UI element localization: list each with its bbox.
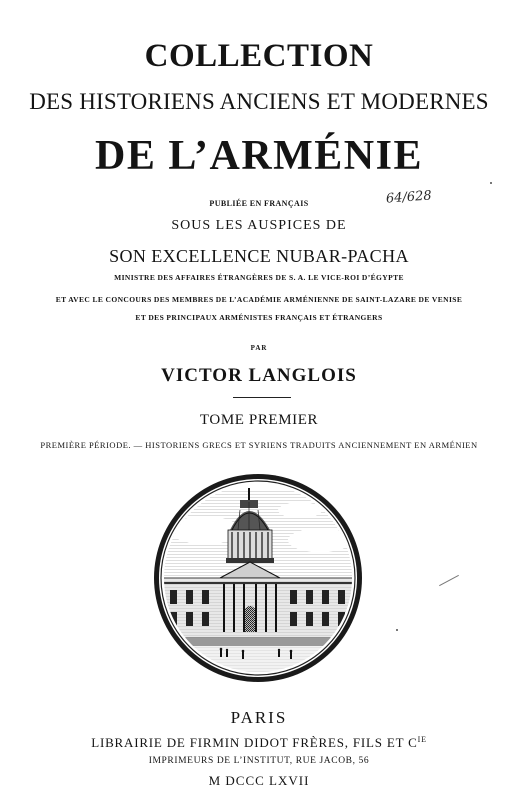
sous-les-auspices: SOUS LES AUSPICES DE bbox=[171, 218, 347, 233]
paper-speck bbox=[490, 182, 492, 184]
publisher-superscript: IE bbox=[417, 735, 427, 744]
premiere-periode-line: PREMIÈRE PÉRIODE. — HISTORIENS GRECS ET SYRIENS TRADUITS ANCIENNEMENT EN ARMÉNIEN bbox=[40, 440, 478, 450]
title-collection: COLLECTION bbox=[144, 38, 374, 74]
title-armenie: DE L’ARMÉNIE bbox=[95, 133, 423, 179]
imprint-printers: IMPRIMEURS DE L’INSTITUT, RUE JACOB, 56 bbox=[148, 756, 370, 766]
author-name: VICTOR LANGLOIS bbox=[161, 365, 357, 386]
institut-building-engraving-icon bbox=[150, 470, 366, 686]
divider-rule bbox=[233, 397, 291, 398]
concours-line: ET AVEC LE CONCOURS DES MEMBRES DE L’ACADÉMIE ARMÉNIENNE DE SAINT-LAZARE DE VENISE bbox=[55, 295, 463, 304]
imprint-date: M DCCC LXVII bbox=[208, 773, 310, 788]
paper-speck bbox=[396, 629, 398, 631]
shelfmark-annotation: 64/628 bbox=[385, 188, 433, 207]
principaux-armenistes-line: ET DES PRINCIPAUX ARMÉNISTES FRANÇAIS ET ÉTRANGERS bbox=[135, 313, 383, 322]
par-label: PAR bbox=[250, 344, 268, 352]
nubar-pacha-line: SON EXCELLENCE NUBAR-PACHA bbox=[109, 246, 409, 266]
publisher-name: LIBRAIRIE DE FIRMIN DIDOT FRÈRES, FILS ET C bbox=[91, 735, 418, 750]
tome-premier: TOME PREMIER bbox=[199, 412, 319, 428]
paper-speck bbox=[439, 575, 459, 586]
ministre-line: MINISTRE DES AFFAIRES ÉTRANGÈRES DE S. A. LE VICE-ROI D’ÉGYPTE bbox=[114, 273, 404, 282]
imprint-publisher bbox=[0, 736, 518, 749]
publiee-en-francais: PUBLIÉE EN FRANÇAIS bbox=[209, 199, 309, 208]
title-historiens: DES HISTORIENS ANCIENS ET MODERNES bbox=[29, 89, 489, 114]
imprint-city: PARIS bbox=[230, 708, 288, 727]
